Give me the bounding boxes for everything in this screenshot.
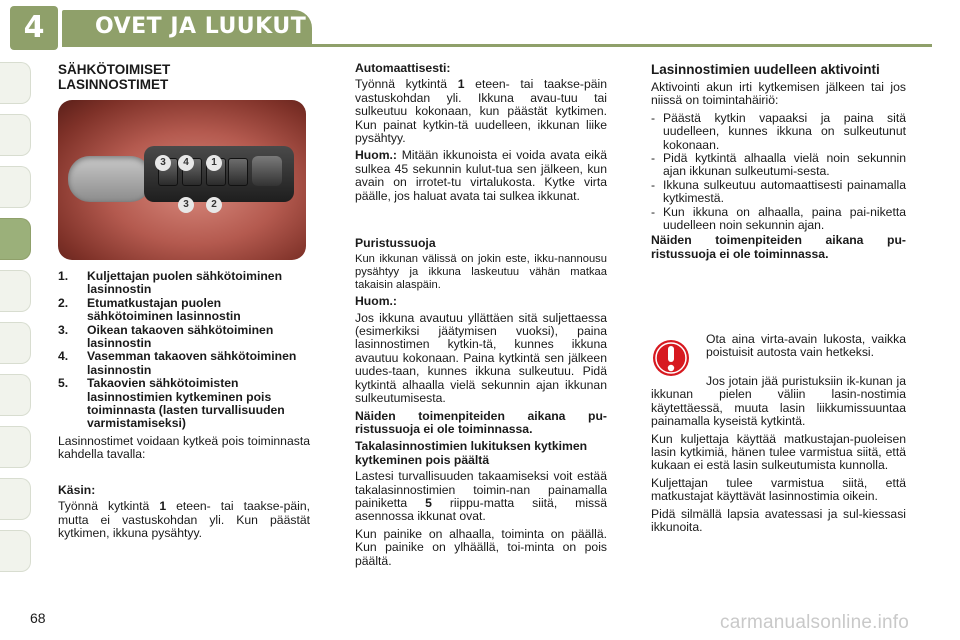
side-tab-10[interactable] bbox=[0, 530, 31, 572]
warning-text-2: Jos jotain jää puristuksiin ik-kunan ja ikkunan pielen väliin lasin-nostimia käytettäessä, muuta lasin liikkumissuuntaa painamalla kyseistä kytkintä. bbox=[651, 374, 906, 429]
side-tab-8[interactable] bbox=[0, 426, 31, 468]
bold-warning: Näiden toimenpiteiden aikana pu-ristussuoja ei ole toiminnassa. bbox=[651, 233, 906, 261]
page-title: OVET JA LUUKUT bbox=[95, 14, 307, 39]
list-item: 4. Vasemman takaoven sähkötoiminen lasinnostin bbox=[58, 349, 297, 377]
lock-text: Lastesi turvallisuuden takaamiseksi voit estää takalasinnostimien toimin-nan painamalla painiketta 5 riippu-matta siitä, missä asennossa ikkunat ovat. bbox=[355, 469, 607, 524]
side-tab-9[interactable] bbox=[0, 478, 31, 520]
manual-text: Työnnä kytkintä 1 eteen- tai taakse-päin, mutta ei vastuskohdan yli. Kun päästät kytkimen, ikkuna pysähtyy. bbox=[58, 499, 311, 540]
manual-heading: Käsin: bbox=[58, 482, 96, 497]
warning-exclamation-icon bbox=[651, 338, 691, 378]
warning-text-5: Pidä silmällä lapsia avatessasi ja sul-kiessasi ikkunoita. bbox=[651, 506, 906, 535]
lock-text-2: Kun painike on alhaalla, toiminta on päällä. Kun painike on ylhäällä, toi-minta on pois päältä. bbox=[355, 526, 607, 568]
side-tab-6[interactable] bbox=[0, 322, 31, 364]
side-tab-2[interactable] bbox=[0, 114, 31, 156]
warning-text-4: Kuljettajan tulee varmistua siitä, että matkustajat käyttävät lasinnostimia oikein. bbox=[651, 475, 906, 504]
window-switch-photo bbox=[58, 100, 306, 260]
list-item: 1. Kuljettajan puolen sähkötoiminen lasinnostin bbox=[58, 269, 283, 297]
warning-text-3: Kun kuljettaja käyttää matkustajan-puoleisen lasin kytkimiä, hänen tulee varmistua siitä, että kukaan ei estä lasin sulkeutumista kunnolla. bbox=[651, 431, 906, 473]
pinch-heading: Puristussuoja bbox=[355, 236, 436, 251]
warning-text-1: Ota aina virta-avain lukosta, vaikka poistuisit autosta vain hetkeksi. bbox=[706, 332, 906, 360]
list-item: - Kun ikkuna on alhaalla, paina pai-niketta uudelleen noin sekunnin ajan. bbox=[651, 206, 906, 233]
photo-label-2: 2 bbox=[206, 197, 222, 213]
list-item: 2. Etumatkustajan puolen sähkötoiminen lasinnostin bbox=[58, 295, 241, 324]
list-item: - Pidä kytkintä alhaalla vielä noin sekunnin ajan ikkunan sulkeutumi-sesta. bbox=[651, 152, 906, 179]
photo-label-4: 4 bbox=[178, 155, 194, 171]
side-tab-1[interactable] bbox=[0, 62, 31, 104]
switch-legend bbox=[58, 270, 310, 431]
side-tab-3[interactable] bbox=[0, 166, 31, 208]
photo-label-3: 3 bbox=[155, 155, 171, 171]
auto-heading: Automaattisesti: bbox=[355, 61, 451, 75]
note-heading: Huom.: bbox=[355, 294, 397, 309]
reactivation-heading: Lasinnostimien uudelleen aktivointi bbox=[651, 62, 880, 77]
photo-label-1: 1 bbox=[206, 155, 222, 171]
list-item: 5. Takaovien sähkötoimisten lasinnostimien kytkeminen pois toiminnasta (lasten turvallisuuden varmistamiseksi) bbox=[58, 376, 285, 431]
note-text: Huom.: Mitään ikkunoista ei voida avata eikä sulkea 45 sekunnin kulut-tua sen jälkeen, kun avain on irrotet-tu virtalukosta. Kytke virta päälle, jos haluat avata tai sulkea ikkunat. bbox=[355, 148, 607, 203]
intro-text: Lasinnostimet voidaan kytkeä pois toiminnasta kahdella tavalla: bbox=[58, 433, 310, 462]
list-item: 3. Oikean takaoven sähkötoiminen lasinnostin bbox=[58, 322, 274, 351]
photo-label-3b: 3 bbox=[178, 197, 194, 213]
page-number: 68 bbox=[30, 610, 46, 626]
note2-text: Jos ikkuna avautuu yllättäen sitä suljettaessa (esimerkiksi jäätymisen vuoksi), paina lasinnostimen kytkin-tä, kunnes ikkuna avautuu kokonaan. Paina kytkintä sen jälkeen uudes-taan, kunnes ikkuna sulkeutuu. Pidä kytkintä alhaalla vielä sekunnin ajan ikkunan sulkeutumisesta. bbox=[355, 310, 607, 406]
list-item: - Päästä kytkin vapaaksi ja paina sitä uudelleen, kunnes ikkuna on sulkeutunut kokonaan. bbox=[651, 112, 906, 152]
watermark: carmanualsonline.info bbox=[720, 612, 910, 633]
column-left bbox=[58, 62, 310, 92]
auto-text: Työnnä kytkintä 1 eteen- tai taakse-päin vastuskohdan yli. Ikkuna avau-tuu tai sulkeutuu kokonaan, kun päästät kytkimen. Kun painat kytkin-tä uudelleen, ikkunan liike pysähtyy. bbox=[355, 77, 607, 146]
pinch-text: Kun ikkunan välissä on jokin este, ikku-nannousu pysähtyy ja ikkuna laskeutuu vähän matkaa takaisin alaspäin. bbox=[355, 253, 607, 291]
switch-5 bbox=[252, 156, 282, 186]
list-item: - Ikkuna sulkeutuu automaattisesti painamalla kytkimestä. bbox=[651, 179, 906, 206]
door-handle bbox=[68, 156, 152, 202]
column-middle bbox=[355, 62, 607, 572]
lock-heading: Takalasinnostimien lukituksen kytkimen kytkeminen pois päältä bbox=[355, 439, 588, 467]
section-heading: SÄHKÖTOIMISET LASINNOSTIMET bbox=[58, 62, 171, 92]
column-left-lower bbox=[58, 270, 310, 544]
side-tab-7[interactable] bbox=[0, 374, 31, 416]
reactivation-steps bbox=[651, 112, 906, 233]
side-tab-4-active[interactable] bbox=[0, 218, 31, 260]
side-tab-5[interactable] bbox=[0, 270, 31, 312]
switch-2 bbox=[228, 158, 248, 186]
column-right bbox=[651, 62, 906, 265]
bold-warning: Näiden toimenpiteiden aikana pu-ristussuoja ei ole toiminnassa. bbox=[355, 408, 607, 436]
warning-box bbox=[651, 375, 906, 538]
warning-box-top bbox=[706, 333, 906, 364]
chapter-number: 4 bbox=[10, 6, 58, 50]
header bbox=[0, 0, 960, 48]
reactivation-intro: Aktivointi akun irti kytkemisen jälkeen tai jos niissä on toimintahäiriö: bbox=[651, 80, 906, 108]
header-rule bbox=[62, 44, 932, 47]
